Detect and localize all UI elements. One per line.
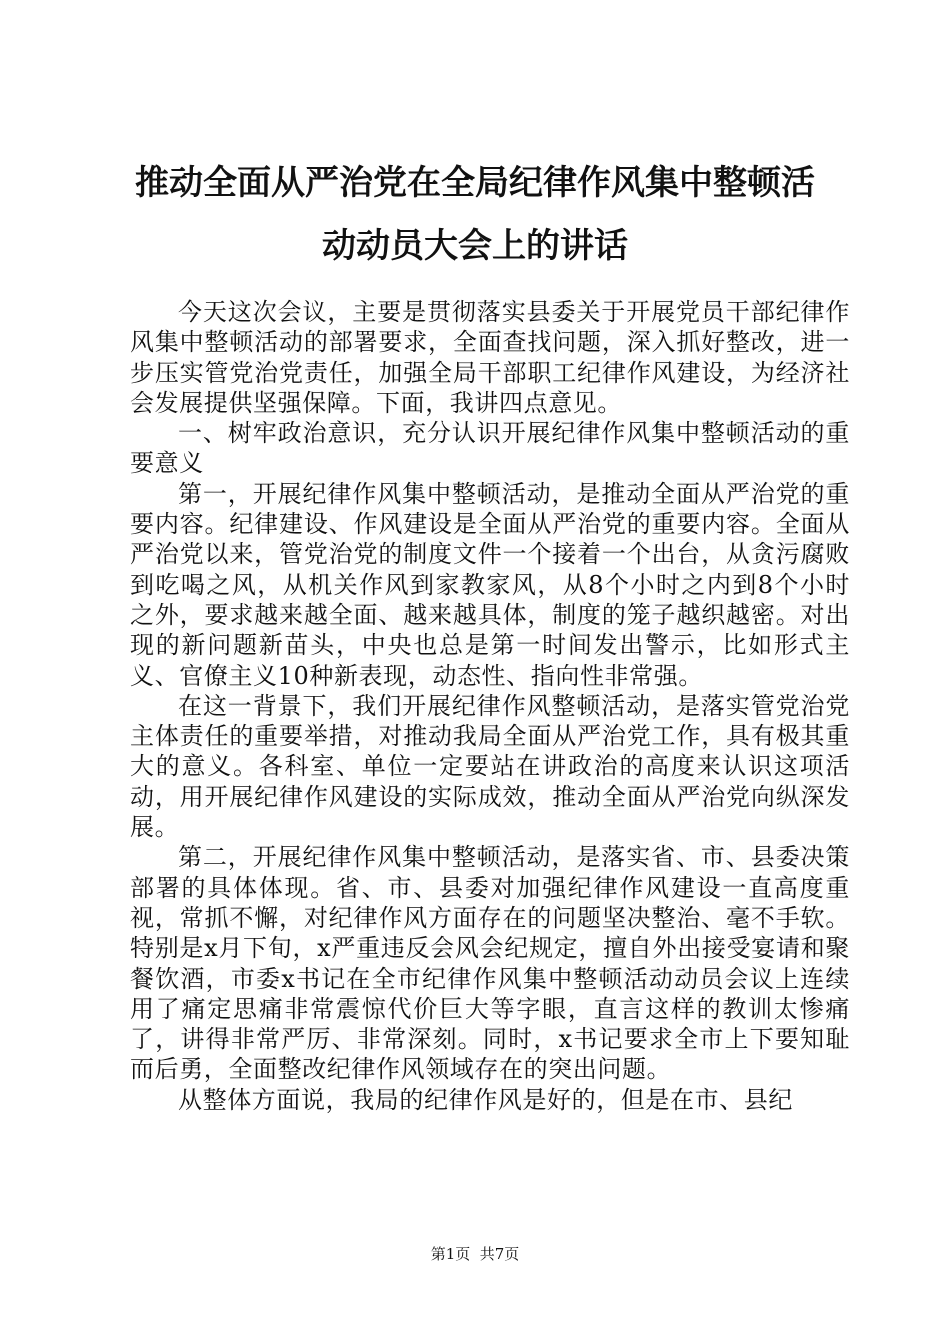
paragraph-second-point: 第二，开展纪律作风集中整顿活动，是落实省、市、县委决策部署的具体体现。省、市、县委对加强纪律作风建设一直高度重视，常抓不懈，对纪律作风方面存在的问题坚决整治、毫不手软。特别是x月下旬，x严重违反会风会纪规定，擅自外出接受宴请和聚餐饮酒，市委x书记在全市纪律作风集中整顿活动动员会议上连续用了痛定思痛非常震惊代价巨大等字眼，直言这样的教训太惨痛了，讲得非常严厉、非常深刻。同时，x书记要求全市上下要知耻而后勇，全面整改纪律作风领域存在的突出问题。 [130, 843, 850, 1084]
document-title-line-1: 推动全面从严治党在全局纪律作风集中整顿活 [135, 163, 815, 203]
section-heading-1: 一、树牢政治意识，充分认识开展纪律作风集中整顿活动的重要意义 [130, 419, 850, 478]
document-body [130, 297, 850, 1115]
paragraph-background: 在这一背景下，我们开展纪律作风整顿活动，是落实管党治党主体责任的重要举措，对推动我局全面从严治党工作，具有极其重大的意义。各科室、单位一定要站在讲政治的高度来认识这项活动，用开展纪律作风建设的实际成效，推动全面从严治党向纵深发展。 [130, 691, 850, 842]
paragraph-overall: 从整体方面说，我局的纪律作风是好的，但是在市、县纪 [178, 1085, 793, 1114]
document-title-line-2: 动动员大会上的讲话 [322, 226, 628, 266]
page-footer: 第1页 共7页 [430, 1245, 520, 1263]
paragraph-first-point: 第一，开展纪律作风集中整顿活动，是推动全面从严治党的重要内容。纪律建设、作风建设是全面从严治党的重要内容。全面从严治党以来，管党治党的制度文件一个接着一个出台，从贪污腐败到吃喝之风，从机关作风到家教家风，从8个小时之内到8个小时之外，要求越来越全面、越来越具体，制度的笼子越织越密。对出现的新问题新苗头，中央也总是第一时间发出警示，比如形式主义、官僚主义10种新表现，动态性、指向性非常强。 [130, 479, 850, 690]
paragraph-intro: 今天这次会议，主要是贯彻落实县委关于开展党员干部纪律作风集中整顿活动的部署要求，全面查找问题，深入抓好整改，进一步压实管党治党责任，加强全局干部职工纪律作风建设，为经济社会发展提供坚强保障。下面，我讲四点意见。 [130, 298, 850, 417]
